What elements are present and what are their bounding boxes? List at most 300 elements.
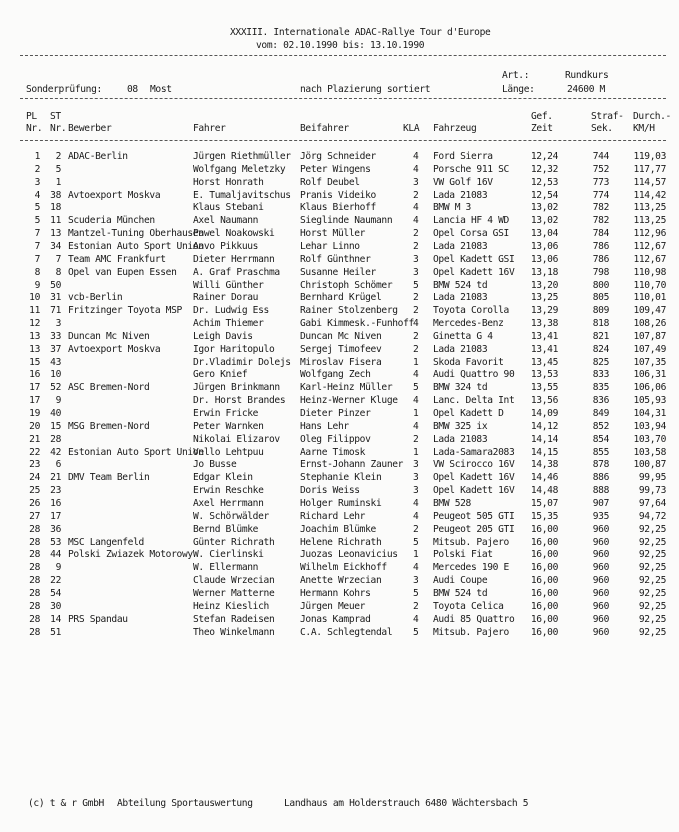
special-stage-number: 08 [127, 84, 138, 95]
cell-fahrer: Vello Lehtpuu [193, 446, 264, 458]
cell-fahrzeug: BMW 324 td [433, 382, 488, 394]
cell-kmh: 114,57 [633, 176, 666, 188]
cell-beifahrer: Aarne Timosk [300, 446, 366, 458]
cell-kla: 1 [413, 408, 419, 419]
col-zeit: Zeit [531, 123, 553, 134]
cell-pl: 16 [29, 369, 40, 381]
cell-kmh: 105,93 [633, 395, 666, 407]
cell-sek: 960 [592, 536, 609, 548]
cell-sek: 878 [592, 459, 609, 471]
cell-beifahrer: Jürgen Meuer [300, 600, 366, 612]
table-row [0, 434, 679, 446]
cell-fahrzeug: Lada 21083 [433, 292, 488, 304]
cell-sek: 805 [592, 292, 609, 304]
cell-zeit: 13,25 [530, 292, 558, 304]
cell-pl: 7 [34, 228, 40, 240]
cell-zeit: 14,14 [530, 433, 558, 445]
cell-fahrer: Achim Thiemer [193, 318, 264, 329]
cell-pl: 28 [29, 626, 40, 638]
cell-sek: 782 [592, 215, 609, 227]
cell-sek: 824 [592, 343, 609, 355]
cell-kmh: 103,58 [633, 446, 666, 458]
cell-kla: 2 [413, 433, 419, 445]
cell-fahrzeug: Peugeot 505 GTI [433, 510, 515, 522]
cell-st: 53 [50, 536, 61, 548]
table-row [0, 459, 679, 471]
cell-kmh: 112,67 [633, 253, 666, 265]
cell-sek: 888 [592, 485, 609, 497]
table-row [0, 562, 679, 574]
cell-beifahrer: Susanne Heiler [300, 266, 376, 278]
cell-sek: 833 [592, 369, 609, 381]
cell-kmh: 104,31 [633, 408, 666, 419]
cell-zeit: 16,00 [530, 600, 558, 612]
table-row [0, 215, 679, 227]
cell-kla: 2 [413, 189, 419, 201]
cell-pl: 21 [29, 433, 40, 445]
cell-kmh: 113,25 [633, 202, 666, 214]
col-bewerber: Bewerber [68, 123, 112, 134]
cell-sek: 798 [592, 266, 609, 278]
table-row [0, 254, 679, 266]
table-row [0, 588, 679, 600]
cell-beifahrer: Rolf Günthner [300, 253, 371, 265]
cell-beifahrer: Lehar Linno [300, 240, 360, 252]
cell-kla: 2 [413, 240, 419, 252]
cell-pl: 17 [29, 382, 40, 394]
cell-pl: 8 [34, 266, 40, 278]
cell-bewerber: Duncan Mc Niven [68, 330, 150, 342]
cell-zeit: 13,55 [530, 382, 558, 394]
cell-beifahrer: Ernst-Johann Zauner [300, 459, 404, 471]
cell-fahrer: Rainer Dorau [193, 292, 259, 304]
cell-sek: 855 [592, 446, 609, 458]
cell-sek: 786 [592, 253, 609, 265]
cell-pl: 28 [29, 562, 40, 574]
cell-zeit: 14,12 [530, 420, 558, 432]
cell-kla: 2 [413, 330, 419, 342]
cell-pl: 4 [34, 189, 40, 201]
table-header-rule [20, 140, 666, 141]
cell-fahrer: Dr.Vladimir Dolejs [193, 356, 291, 368]
cell-sek: 849 [592, 408, 609, 419]
cell-sek: 960 [592, 613, 609, 625]
cell-st: 33 [50, 330, 61, 342]
cell-kla: 4 [413, 613, 419, 625]
cell-st: 1 [55, 176, 61, 188]
cell-st: 42 [50, 446, 61, 458]
cell-st: 3 [55, 318, 61, 329]
cell-st: 38 [50, 189, 61, 201]
cell-zeit: 16,00 [530, 587, 558, 599]
cell-kmh: 107,49 [633, 343, 666, 355]
cell-beifahrer: Jonas Kamprad [300, 613, 371, 625]
cell-kla: 3 [413, 485, 419, 497]
cell-fahrer: Dr. Horst Brandes [193, 395, 286, 407]
cell-beifahrer: Hans Lehr [300, 420, 349, 432]
cell-kmh: 100,87 [633, 459, 666, 471]
cell-pl: 28 [29, 613, 40, 625]
cell-pl: 13 [29, 343, 40, 355]
cell-zeit: 12,24 [530, 151, 558, 162]
cell-fahrzeug: Audi Coupe [433, 575, 488, 586]
cell-fahrzeug: Opel Kadett 16V [433, 485, 515, 497]
cell-fahrzeug: Lada-Samara2083 [433, 446, 515, 458]
cell-kla: 5 [413, 536, 419, 548]
table-row [0, 614, 679, 626]
cell-sek: 835 [592, 382, 609, 394]
table-row [0, 318, 679, 330]
cell-pl: 2 [34, 163, 40, 175]
cell-fahrer: Jürgen Riethmüller [193, 151, 291, 162]
cell-zeit: 14,46 [530, 472, 558, 484]
cell-sek: 782 [592, 202, 609, 214]
cell-fahrzeug: Mitsub. Pajero [433, 626, 509, 638]
cell-st: 18 [50, 202, 61, 214]
cell-st: 43 [50, 356, 61, 368]
col-straf: Straf- [591, 111, 624, 122]
cell-sek: 854 [592, 433, 609, 445]
col-kmh: KM/H [633, 123, 655, 134]
cell-zeit: 16,00 [530, 536, 558, 548]
col-pl-nr: Nr. [26, 123, 43, 134]
table-row [0, 241, 679, 253]
table-row [0, 292, 679, 304]
cell-beifahrer: Horst Müller [300, 228, 366, 240]
cell-fahrer: Horst Honrath [193, 176, 264, 188]
table-row [0, 511, 679, 523]
cell-zeit: 16,00 [530, 613, 558, 625]
table-row [0, 190, 679, 202]
col-st: ST [50, 111, 61, 122]
sort-rule [20, 98, 666, 99]
cell-bewerber: MSC Langenfeld [68, 536, 144, 548]
cell-pl: 5 [34, 215, 40, 227]
cell-fahrzeug: Polski Fiat [433, 549, 493, 561]
cell-pl: 25 [29, 485, 40, 497]
length-value: 24600 M [567, 84, 605, 95]
cell-beifahrer: Christoph Schömer [300, 279, 393, 291]
cell-beifahrer: Doris Weiss [300, 485, 360, 497]
cell-zeit: 15,35 [530, 510, 558, 522]
table-row [0, 575, 679, 587]
cell-fahrzeug: Lada 21083 [433, 240, 488, 252]
cell-kla: 2 [413, 292, 419, 304]
cell-beifahrer: Wolfgang Zech [300, 369, 371, 381]
header-rule [20, 55, 666, 56]
cell-fahrzeug: Audi 85 Quattro [433, 613, 515, 625]
cell-kmh: 92,25 [638, 600, 666, 612]
cell-beifahrer: Rainer Stolzenberg [300, 305, 398, 317]
cell-st: 9 [55, 562, 61, 574]
cell-st: 37 [50, 343, 61, 355]
cell-fahrzeug: Lada 21083 [433, 343, 488, 355]
cell-fahrzeug: Opel Kadett 16V [433, 266, 515, 278]
cell-pl: 7 [34, 253, 40, 265]
cell-sek: 821 [592, 330, 609, 342]
table-row [0, 331, 679, 343]
col-gef: Gef. [531, 111, 553, 122]
cell-st: 36 [50, 523, 61, 535]
cell-kmh: 92,25 [638, 536, 666, 548]
cell-zeit: 16,00 [530, 575, 558, 586]
cell-fahrzeug: Opel Kadett D [433, 408, 504, 419]
cell-beifahrer: Stephanie Klein [300, 472, 382, 484]
table-row [0, 280, 679, 292]
cell-fahrzeug: Opel Corsa GSI [433, 228, 509, 240]
cell-kmh: 113,25 [633, 215, 666, 227]
cell-kla: 4 [413, 163, 419, 175]
cell-zeit: 14,48 [530, 485, 558, 497]
cell-fahrzeug: Mercedes 190 E [433, 562, 509, 574]
table-row [0, 447, 679, 459]
cell-pl: 22 [29, 446, 40, 458]
cell-bewerber: Scuderia München [68, 215, 155, 227]
table-row [0, 549, 679, 561]
sort-note: nach Plazierung sortiert [300, 84, 431, 95]
cell-beifahrer: Hermann Kohrs [300, 587, 371, 599]
cell-sek: 960 [592, 600, 609, 612]
cell-fahrzeug: Peugeot 205 GTI [433, 523, 515, 535]
cell-fahrer: Werner Matterne [193, 587, 275, 599]
cell-bewerber: Estonian Auto Sport Union [68, 240, 204, 252]
cell-kla: 1 [413, 356, 419, 368]
cell-pl: 28 [29, 523, 40, 535]
cell-sek: 752 [592, 163, 609, 175]
table-row [0, 357, 679, 369]
cell-fahrer: Axel Naumann [193, 215, 259, 227]
col-fahrer: Fahrer [193, 123, 226, 134]
cell-kmh: 112,67 [633, 240, 666, 252]
cell-fahrer: Heinz Kieslich [193, 600, 269, 612]
cell-zeit: 14,38 [530, 459, 558, 471]
cell-bewerber: ADAC-Berlin [68, 151, 128, 162]
cell-pl: 3 [34, 176, 40, 188]
cell-zeit: 13,38 [530, 318, 558, 329]
cell-fahrer: Axel Herrmann [193, 497, 264, 509]
cell-fahrer: Igor Haritopulo [193, 343, 275, 355]
cell-kmh: 92,25 [638, 626, 666, 638]
cell-zeit: 12,32 [530, 163, 558, 175]
cell-pl: 9 [34, 279, 40, 291]
cell-kla: 4 [413, 369, 419, 381]
cell-fahrer: Aavo Pikkuus [193, 240, 259, 252]
cell-beifahrer: Sieglinde Naumann [300, 215, 393, 227]
cell-fahrzeug: BMW 528 [433, 497, 471, 509]
cell-kla: 5 [413, 626, 419, 638]
cell-sek: 786 [592, 240, 609, 252]
cell-sek: 907 [592, 497, 609, 509]
cell-fahrzeug: Ford Sierra [433, 151, 493, 162]
cell-kla: 3 [413, 575, 419, 586]
cell-pl: 28 [29, 587, 40, 599]
cell-kmh: 112,96 [633, 228, 666, 240]
cell-fahrer: Dr. Ludwig Ess [193, 305, 269, 317]
cell-st: 22 [50, 575, 61, 586]
table-row [0, 498, 679, 510]
cell-fahrzeug: Toyota Celica [433, 600, 504, 612]
cell-sek: 960 [592, 626, 609, 638]
cell-fahrzeug: Opel Kadett GSI [433, 253, 515, 265]
cell-beifahrer: Joachim Blümke [300, 523, 376, 535]
cell-fahrzeug: Porsche 911 SC [433, 163, 509, 175]
cell-st: 51 [50, 626, 61, 638]
cell-pl: 26 [29, 497, 40, 509]
table-row [0, 627, 679, 639]
col-fahrzeug: Fahrzeug [433, 123, 477, 134]
table-row [0, 421, 679, 433]
cell-beifahrer: Duncan Mc Niven [300, 330, 382, 342]
cell-pl: 5 [34, 202, 40, 214]
cell-kla: 4 [413, 420, 419, 432]
cell-kla: 4 [413, 497, 419, 509]
cell-fahrer: Nikolai Elizarov [193, 433, 280, 445]
cell-bewerber: PRS Spandau [68, 613, 128, 625]
cell-zeit: 13,41 [530, 330, 558, 342]
special-stage-name: Most [150, 84, 172, 95]
cell-zeit: 13,45 [530, 356, 558, 368]
cell-fahrzeug: Ginetta G 4 [433, 330, 493, 342]
cell-kmh: 109,47 [633, 305, 666, 317]
cell-st: 17 [50, 510, 61, 522]
cell-kla: 4 [413, 215, 419, 227]
table-row [0, 408, 679, 420]
cell-kla: 1 [413, 446, 419, 458]
cell-st: 10 [50, 369, 61, 381]
cell-st: 31 [50, 292, 61, 304]
cell-zeit: 14,09 [530, 408, 558, 419]
cell-kla: 2 [413, 228, 419, 240]
cell-zeit: 13,20 [530, 279, 558, 291]
table-row [0, 305, 679, 317]
cell-kmh: 107,87 [633, 330, 666, 342]
cell-kmh: 110,70 [633, 279, 666, 291]
col-sek: Sek. [591, 123, 613, 134]
cell-kla: 3 [413, 459, 419, 471]
cell-st: 11 [50, 215, 61, 227]
table-row [0, 369, 679, 381]
cell-sek: 774 [592, 189, 609, 201]
cell-beifahrer: Heinz-Werner Kluge [300, 395, 398, 407]
cell-fahrer: Wolfgang Meletzky [193, 163, 286, 175]
cell-sek: 773 [592, 176, 609, 188]
cell-st: 14 [50, 613, 61, 625]
cell-st: 15 [50, 420, 61, 432]
cell-pl: 19 [29, 408, 40, 419]
cell-beifahrer: Miroslav Fisera [300, 356, 382, 368]
col-st-nr: Nr. [50, 123, 67, 134]
cell-kla: 4 [413, 202, 419, 214]
cell-beifahrer: Richard Lehr [300, 510, 366, 522]
cell-fahrzeug: Lanc. Delta Int [433, 395, 515, 407]
cell-kla: 2 [413, 600, 419, 612]
cell-bewerber: ASC Bremen-Nord [68, 382, 150, 394]
cell-bewerber: Team AMC Frankfurt [68, 253, 166, 265]
cell-sek: 935 [592, 510, 609, 522]
cell-st: 54 [50, 587, 61, 599]
cell-beifahrer: Anette Wrzecian [300, 575, 382, 586]
cell-fahrer: Jürgen Brinkmann [193, 382, 280, 394]
footer-address: Landhaus am Holderstrauch 6480 Wächtersbach 5 [284, 798, 529, 809]
cell-zeit: 12,54 [530, 189, 558, 201]
cell-kla: 3 [413, 266, 419, 278]
cell-fahrzeug: Mitsub. Pajero [433, 536, 509, 548]
cell-beifahrer: Jörg Schneider [300, 151, 376, 162]
cell-sek: 784 [592, 228, 609, 240]
cell-fahrer: A. Graf Praschma [193, 266, 280, 278]
table-row [0, 202, 679, 214]
cell-kmh: 92,25 [638, 562, 666, 574]
cell-fahrzeug: Mercedes-Benz [433, 318, 504, 329]
cell-sek: 744 [592, 151, 609, 162]
cell-fahrer: W. Schörwälder [193, 510, 269, 522]
cell-pl: 28 [29, 575, 40, 586]
cell-fahrzeug: VW Scirocco 16V [433, 459, 515, 471]
cell-zeit: 13,04 [530, 228, 558, 240]
cell-kmh: 94,72 [638, 510, 666, 522]
cell-pl: 28 [29, 549, 40, 561]
cell-zeit: 16,00 [530, 562, 558, 574]
cell-zeit: 13,41 [530, 343, 558, 355]
table-row [0, 177, 679, 189]
cell-beifahrer: Gabi Kimmesk.-Funhoff [300, 318, 414, 329]
cell-kmh: 92,25 [638, 613, 666, 625]
cell-st: 28 [50, 433, 61, 445]
cell-st: 9 [55, 395, 61, 407]
cell-st: 21 [50, 472, 61, 484]
cell-bewerber: Avtoexport Moskva [68, 189, 161, 201]
table-row [0, 267, 679, 279]
cell-pl: 12 [29, 318, 40, 329]
cell-kmh: 106,06 [633, 382, 666, 394]
cell-kla: 2 [413, 343, 419, 355]
cell-st: 6 [55, 459, 61, 471]
col-pl: PL [26, 111, 37, 122]
cell-sek: 960 [592, 587, 609, 599]
art-value: Rundkurs [565, 70, 609, 81]
cell-zeit: 16,00 [530, 523, 558, 535]
cell-kmh: 107,35 [633, 356, 666, 368]
cell-fahrzeug: Toyota Corolla [433, 305, 509, 317]
cell-st: 34 [50, 240, 61, 252]
cell-zeit: 15,07 [530, 497, 558, 509]
table-row [0, 472, 679, 484]
cell-fahrer: Peter Warnken [193, 420, 264, 432]
cell-fahrer: W. Ellermann [193, 562, 259, 574]
cell-kmh: 92,25 [638, 587, 666, 599]
cell-fahrer: Edgar Klein [193, 472, 253, 484]
cell-beifahrer: Pranis Videiko [300, 189, 376, 201]
cell-bewerber: Avtoexport Moskva [68, 343, 161, 355]
cell-bewerber: Mantzel-Tuning Oberhausen [68, 228, 204, 240]
cell-kla: 4 [413, 151, 419, 162]
cell-pl: 17 [29, 395, 40, 407]
cell-kla: 5 [413, 587, 419, 599]
cell-kla: 3 [413, 472, 419, 484]
cell-sek: 800 [592, 279, 609, 291]
cell-st: 30 [50, 600, 61, 612]
cell-fahrer: Günter Richrath [193, 536, 275, 548]
cell-bewerber: Fritzinger Toyota MSP [68, 305, 182, 317]
cell-sek: 818 [592, 318, 609, 329]
cell-fahrer: Theo Winkelmann [193, 626, 275, 638]
cell-pl: 13 [29, 330, 40, 342]
cell-pl: 27 [29, 510, 40, 522]
cell-st: 23 [50, 485, 61, 497]
cell-st: 40 [50, 408, 61, 419]
rally-title: XXXIII. Internationale ADAC-Rallye Tour d'Europe [230, 27, 491, 38]
cell-kla: 5 [413, 279, 419, 291]
